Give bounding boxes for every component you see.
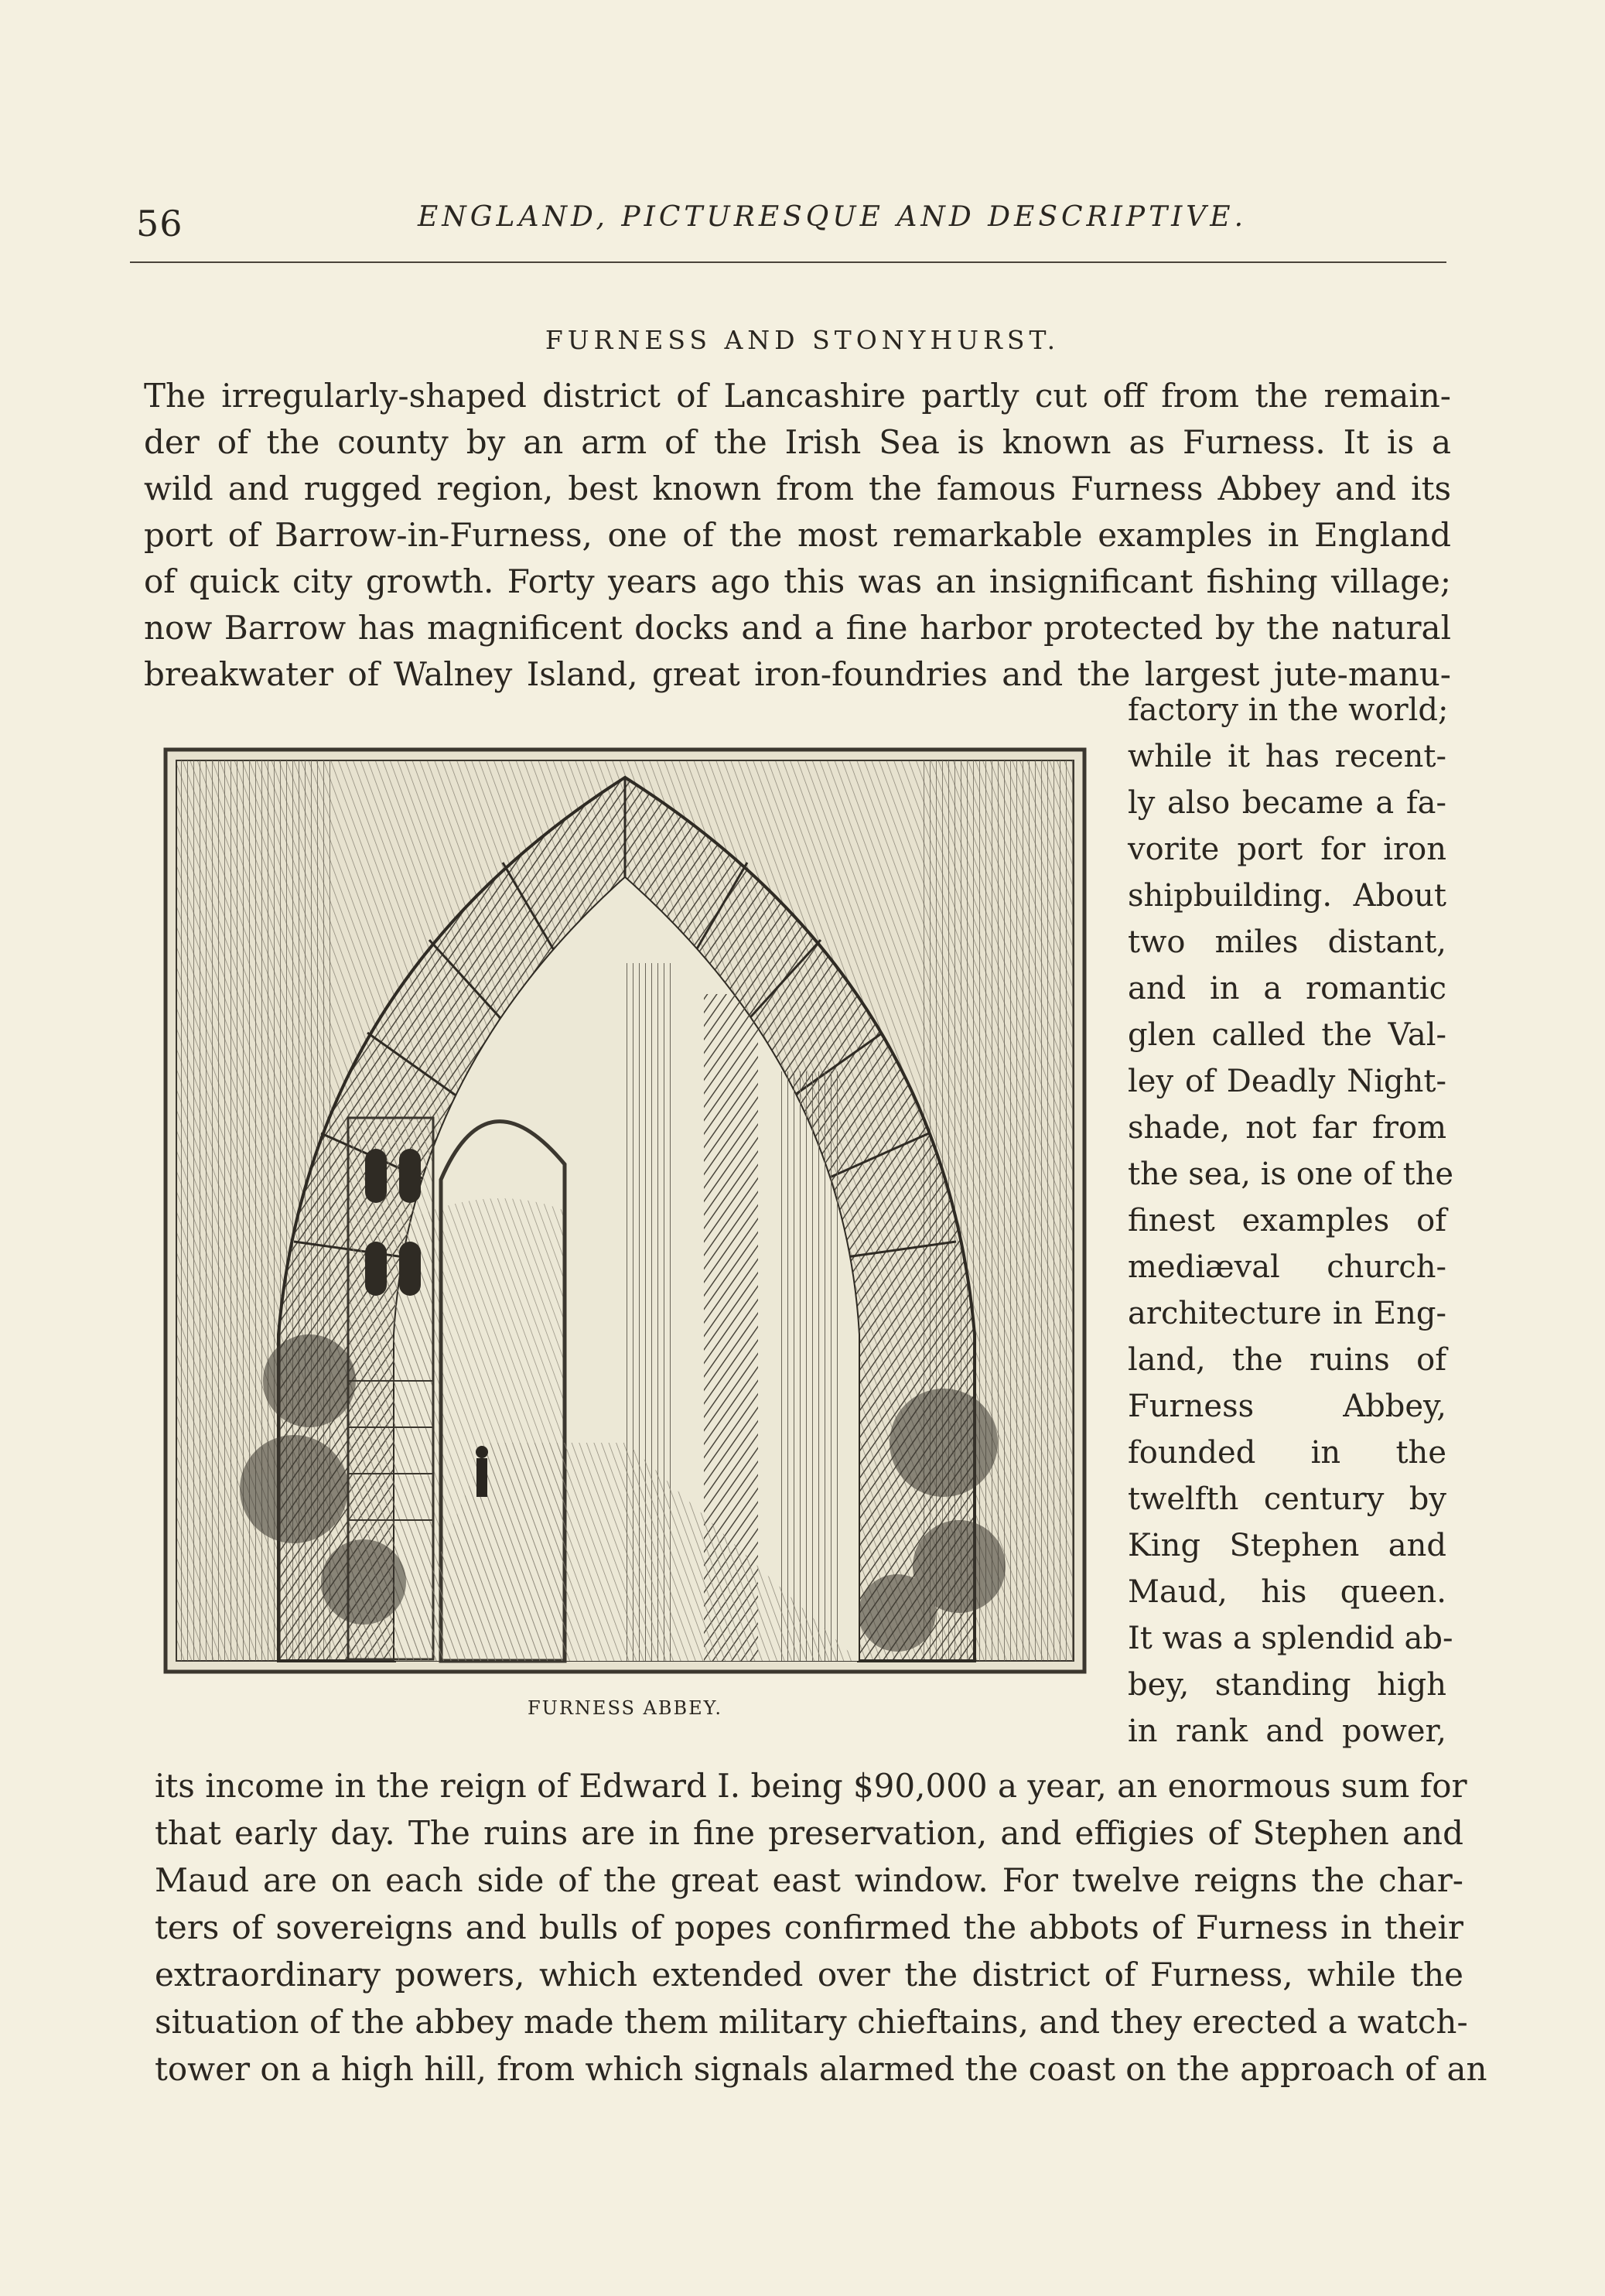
header-rule xyxy=(130,261,1446,263)
text-line: Maud are on each side of the great east window. For twelve reigns the char- xyxy=(155,1861,1463,1899)
text-line: in rank and power, xyxy=(1128,1713,1446,1749)
text-line: vorite port for iron xyxy=(1128,832,1446,867)
text-line: The irregularly-shaped district of Lancashire partly cut off from the remain- xyxy=(144,377,1451,415)
running-head: ENGLAND, PICTURESQUE AND DESCRIPTIVE. xyxy=(418,201,1248,233)
text-line: ley of Deadly Night- xyxy=(1128,1064,1446,1099)
text-line: wild and rugged region, best known from the famous Furness Abbey and its xyxy=(144,470,1451,507)
page-number: 56 xyxy=(136,203,183,244)
text-line: situation of the abbey made them military chieftains, and they erected a watch- xyxy=(155,2003,1468,2041)
body-bottom-text xyxy=(155,1762,1487,2093)
text-line: founded in the xyxy=(1128,1435,1446,1471)
text-line: extraordinary powers, which extended over the district of Furness, while the xyxy=(155,1956,1463,1994)
figure-furness-abbey xyxy=(162,747,1088,1675)
abbey-engraving xyxy=(162,747,1088,1675)
text-line: der of the county by an arm of the Irish Sea is known as Furness. It is a xyxy=(144,423,1451,461)
text-line: Maud, his queen. xyxy=(1128,1574,1446,1610)
text-line: its income in the reign of Edward I. being $90,000 a year, an enormous sum for xyxy=(155,1767,1467,1805)
text-line: port of Barrow-in-Furness, one of the most remarkable examples in England xyxy=(144,516,1451,554)
text-line: mediæval church- xyxy=(1128,1249,1446,1285)
text-line: and in a romantic xyxy=(1128,971,1446,1006)
text-line: shade, not far from xyxy=(1128,1110,1446,1146)
text-line: It was a splendid ab- xyxy=(1128,1621,1453,1656)
text-line: two miles distant, xyxy=(1128,924,1446,960)
text-line: architecture in Eng- xyxy=(1128,1296,1446,1331)
text-line: bey, standing high xyxy=(1128,1667,1446,1703)
figure-caption: FURNESS ABBEY. xyxy=(527,1697,723,1719)
text-line: tower on a high hill, from which signals alarmed the coast on the approach of an xyxy=(155,2050,1487,2088)
text-line: while it has recent- xyxy=(1128,739,1446,774)
body-side-column-text xyxy=(1128,687,1454,1754)
section-title: FURNESS AND STONYHURST. xyxy=(545,325,1060,355)
text-line: land, the ruins of xyxy=(1128,1342,1446,1378)
text-line: glen called the Val- xyxy=(1128,1017,1446,1053)
text-line: Furness Abbey, xyxy=(1128,1389,1446,1424)
body-full-width-text xyxy=(144,373,1451,698)
text-line: now Barrow has magnificent docks and a fine harbor protected by the natural xyxy=(144,609,1451,647)
text-line: ly also became a fa- xyxy=(1128,785,1446,821)
text-line: shipbuilding. About xyxy=(1128,878,1446,914)
text-line: of quick city growth. Forty years ago this was an insignificant fishing village; xyxy=(144,562,1451,600)
text-line: King Stephen and xyxy=(1128,1528,1446,1563)
text-line: factory in the world; xyxy=(1128,692,1449,728)
text-line: finest examples of xyxy=(1128,1203,1446,1239)
text-line: twelfth century by xyxy=(1128,1481,1446,1517)
text-line: ters of sovereigns and bulls of popes confirmed the abbots of Furness in their xyxy=(155,1908,1463,1946)
text-line: that early day. The ruins are in fine preservation, and effigies of Stephen and xyxy=(155,1814,1463,1852)
text-line: breakwater of Walney Island, great iron-foundries and the largest jute-manu- xyxy=(144,655,1451,693)
text-line: the sea, is one of the xyxy=(1128,1157,1454,1192)
